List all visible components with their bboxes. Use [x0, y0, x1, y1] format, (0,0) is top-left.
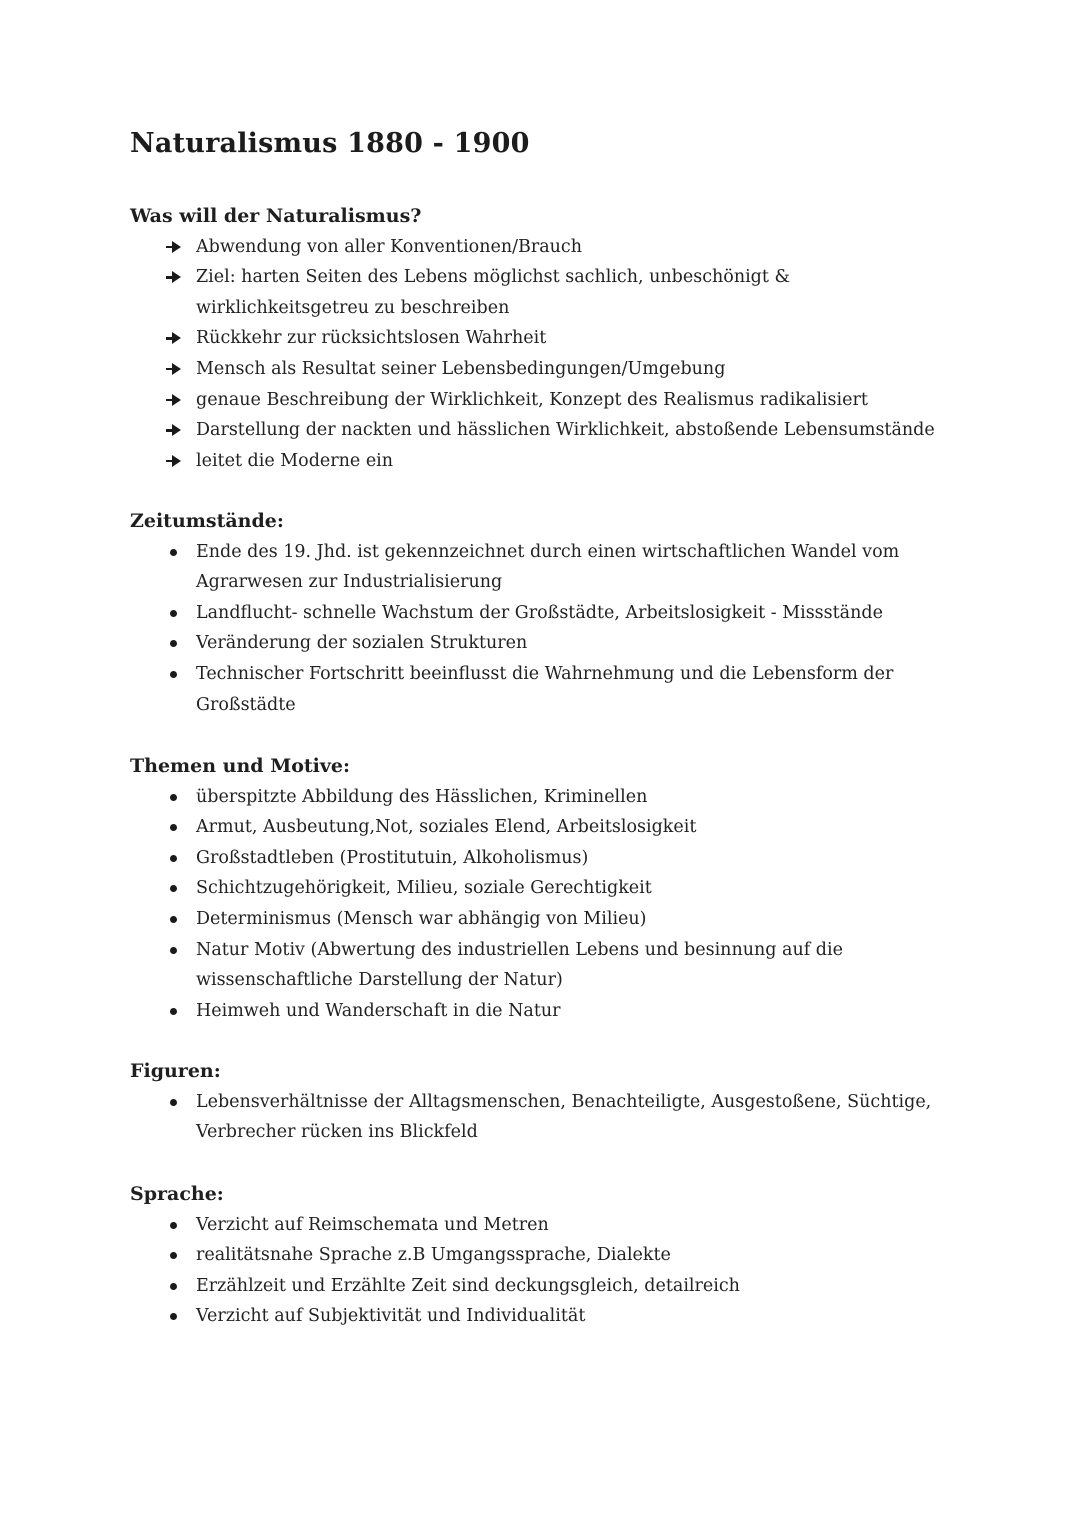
- section-zeitumstaende: [130, 506, 960, 720]
- arrow-icon: [164, 415, 188, 446]
- list-item: Heimweh und Wanderschaft in die Natur: [130, 996, 960, 1027]
- list-item: Verzicht auf Subjektivität und Individualität: [130, 1301, 960, 1332]
- bullet-dot-icon: [164, 996, 188, 1027]
- section-sprache: [130, 1179, 960, 1332]
- list-item: Abwendung von aller Konventionen/Brauch: [130, 232, 960, 263]
- list-item: Ende des 19. Jhd. ist gekennzeichnet durch einen wirtschaftlichen Wandel vom Agrarwesen zur Industrialisierung: [130, 537, 960, 598]
- bullet-dot-icon: [164, 782, 188, 813]
- bullet-dot-icon: [164, 935, 188, 966]
- bullet-list: [130, 537, 960, 721]
- arrow-icon: [164, 354, 188, 385]
- page-title: Naturalismus 1880 - 1900: [130, 128, 530, 159]
- section-figuren: [130, 1056, 960, 1148]
- bullet-dot-icon: [164, 598, 188, 629]
- section-was-will-der-naturalismus: [130, 201, 960, 476]
- list-item: Armut, Ausbeutung,Not, soziales Elend, Arbeitslosigkeit: [130, 812, 960, 843]
- list-item: leitet die Moderne ein: [130, 446, 960, 477]
- bullet-dot-icon: [164, 1271, 188, 1302]
- list-item: Lebensverhältnisse der Alltagsmenschen, Benachteiligte, Ausgestoßene, Süchtige, Verbrecher rücken ins Blickfeld: [130, 1087, 960, 1148]
- list-item: realitätsnahe Sprache z.B Umgangssprache, Dialekte: [130, 1240, 960, 1271]
- bullet-dot-icon: [164, 904, 188, 935]
- bullet-dot-icon: [164, 812, 188, 843]
- bullet-dot-icon: [164, 1301, 188, 1332]
- list-item: Determinismus (Mensch war abhängig von Milieu): [130, 904, 960, 935]
- list-item: Natur Motiv (Abwertung des industriellen Lebens und besinnung auf die wissenschaftliche Darstellung der Natur): [130, 935, 960, 996]
- bullet-dot-icon: [164, 873, 188, 904]
- section-heading: Sprache:: [130, 1183, 224, 1205]
- list-item: Darstellung der nackten und hässlichen Wirklichkeit, abstoßende Lebensumstände: [130, 415, 960, 446]
- arrow-icon: [164, 323, 188, 354]
- list-item: Schichtzugehörigkeit, Milieu, soziale Gerechtigkeit: [130, 873, 960, 904]
- bullet-dot-icon: [164, 659, 188, 690]
- bullet-list: [130, 1210, 960, 1332]
- bullet-dot-icon: [164, 537, 188, 568]
- bullet-list: [130, 1087, 960, 1148]
- bullet-dot-icon: [164, 1087, 188, 1118]
- list-item: Mensch als Resultat seiner Lebensbedingungen/Umgebung: [130, 354, 960, 385]
- bullet-dot-icon: [164, 628, 188, 659]
- section-heading: Zeitumstände:: [130, 510, 284, 532]
- list-item: Ziel: harten Seiten des Lebens möglichst sachlich, unbeschönigt & wirklichkeitsgetreu zu beschreiben: [130, 262, 960, 323]
- list-item: überspitzte Abbildung des Hässlichen, Kriminellen: [130, 782, 960, 813]
- bullet-dot-icon: [164, 1240, 188, 1271]
- list-item: genaue Beschreibung der Wirklichkeit, Konzept des Realismus radikalisiert: [130, 385, 960, 416]
- list-item: Technischer Fortschritt beeinflusst die Wahrnehmung und die Lebensform der Großstädte: [130, 659, 960, 720]
- list-item: Rückkehr zur rücksichtslosen Wahrheit: [130, 323, 960, 354]
- list-item: Großstadtleben (Prostitutuin, Alkoholismus): [130, 843, 960, 874]
- arrow-icon: [164, 446, 188, 477]
- section-heading: Themen und Motive:: [130, 755, 351, 777]
- section-themen-und-motive: [130, 751, 960, 1026]
- arrow-list: [130, 232, 960, 477]
- bullet-dot-icon: [164, 843, 188, 874]
- list-item: Erzählzeit und Erzählte Zeit sind deckungsgleich, detailreich: [130, 1271, 960, 1302]
- list-item: Veränderung der sozialen Strukturen: [130, 628, 960, 659]
- list-item: Landflucht- schnelle Wachstum der Großstädte, Arbeitslosigkeit - Missstände: [130, 598, 960, 629]
- section-heading: Figuren:: [130, 1060, 221, 1082]
- list-item: Verzicht auf Reimschemata und Metren: [130, 1210, 960, 1241]
- arrow-icon: [164, 232, 188, 263]
- arrow-icon: [164, 262, 188, 293]
- bullet-dot-icon: [164, 1210, 188, 1241]
- bullet-list: [130, 782, 960, 1027]
- section-heading: Was will der Naturalismus?: [130, 205, 422, 227]
- arrow-icon: [164, 385, 188, 416]
